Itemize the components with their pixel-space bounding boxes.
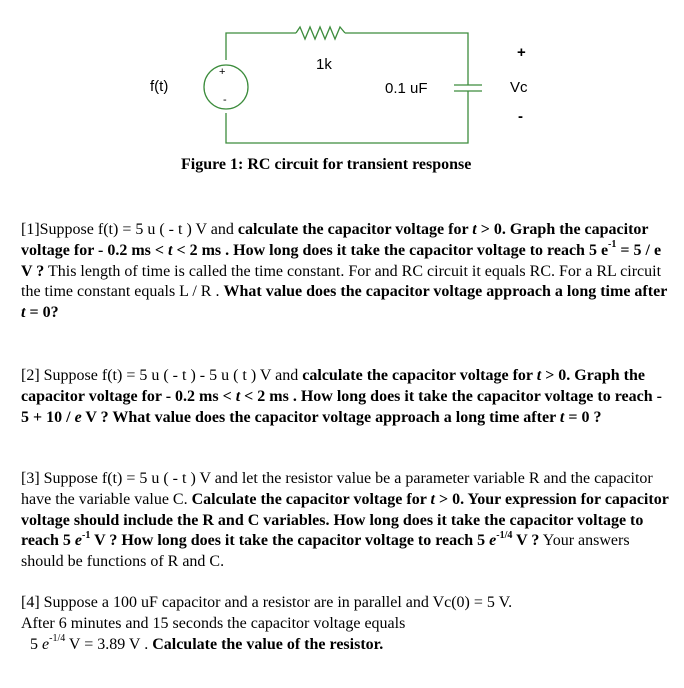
problem-4: [4] Suppose a 100 uF capacitor and a resistor are in parallel and Vc(0) = 5 V. After 6 minutes and 15 seconds the capacitor voltage equals 5 $e^{-1/4}$ V = 3.89 V . Calculate the value of the resistor. (21, 594, 513, 653)
resistor-zigzag (296, 27, 345, 39)
resistor-label: 1k (316, 56, 332, 73)
problem-2: [2] Suppose f(t) = 5 u ( - t ) - 5 u ( t ) V and calculate the capacitor voltage for t > 0. Graph the capacitor voltage for - 0.2 ms < t < 2 ms . How long does it take the capacitor voltage to reach - 5 + 10 / e V ? What value does the capacitor voltage approach a long time after t = 0 ? (21, 367, 662, 426)
figure-caption: Figure 1: RC circuit for transient response (181, 156, 472, 173)
problem-number: [2] (21, 367, 40, 384)
source-minus-sign: - (223, 94, 227, 106)
source-label: f(t) (150, 78, 169, 95)
problem-number: [1] (21, 221, 40, 238)
vc-label: Vc (510, 79, 528, 96)
wire-left-bottom (226, 94, 468, 143)
problem-number: [4] (21, 594, 40, 611)
source-plus-sign: + (219, 66, 226, 78)
problem-1: [1]Suppose f(t) = 5 u ( - t ) V and calculate the capacitor voltage for t > 0. Graph the capacitor voltage for - 0.2 ms < t < 2 ms . How long does it take the capacitor voltage to reach 5 $e^{-1} = 5 / e$ V ? This length of time is called the time constant. For and RC circuit it equals RC. For a RL circuit the time constant equals L / R . What value does the capacitor voltage approach a long time after t = 0? (21, 221, 667, 322)
problem-3: [3] Suppose f(t) = 5 u ( - t ) V and let the resistor value be a parameter variable R and the capacitor have the variable value C. Calculate the capacitor voltage for t > 0. Your expression for capacitor voltage should include the R and C variables. How long does it take the capacitor voltage to reach 5 $e^{-1}$ V ? How long does it take the capacitor voltage to reach 5 $e^{-1/4}$ V ? Your answers should be functions of R and C. (21, 470, 669, 571)
vc-plus-sign: + (517, 44, 526, 61)
capacitor-label: 0.1 uF (385, 80, 428, 97)
problem-number: [3] (21, 470, 40, 487)
wire-left-top (226, 33, 296, 60)
vc-minus-sign: - (518, 108, 523, 125)
wire-right-top (345, 33, 468, 82)
